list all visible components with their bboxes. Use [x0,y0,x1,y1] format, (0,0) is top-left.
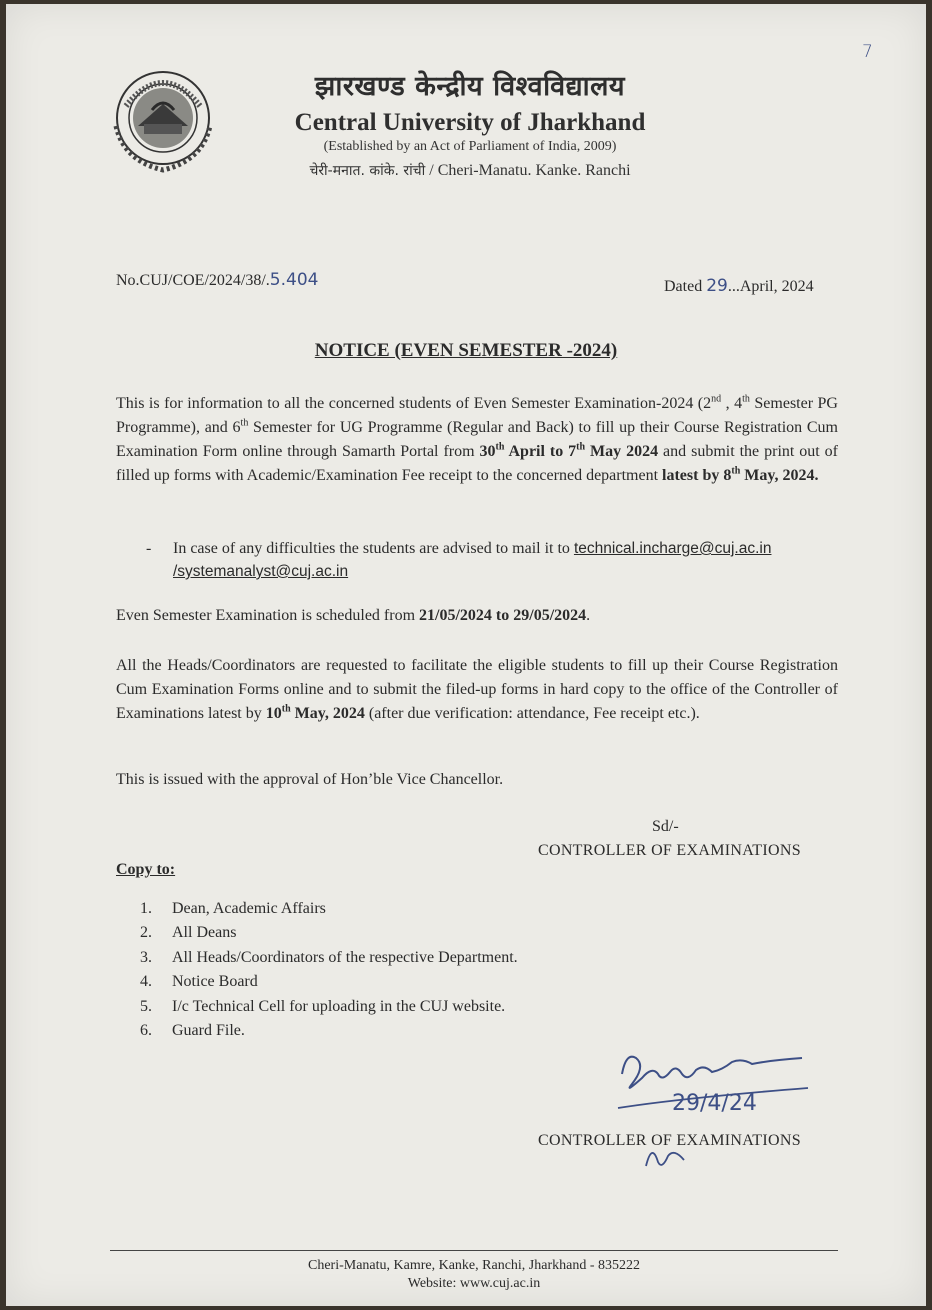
reference-number [116,270,318,290]
notice-paragraph-4: This is issued with the approval of Hon’ble Vice Chancellor. [116,771,504,788]
ref-handwritten: 5.404 [269,270,319,290]
notice-paragraph-2: Even Semester Examination is scheduled from 21/05/2024 to 29/05/2024. [116,607,591,624]
bullet-dash: - [146,540,152,557]
signed-mark: Sd/- [652,818,679,835]
page-number-mark: 7 [862,42,873,62]
letterhead [230,66,710,180]
notice-paragraph-1: This is for information to all the concerned students of Even Semester Examination-2024 (2nd , 4th Semester PG Programme), and 6th Semester for UG Programme (Regular and Back) to fill up their Course Registration Cum Examination Form online through Samarth Portal from 30th April to 7th May 2024 and submit the print out of filled up forms with Academic/Examination Fee receipt to the concerned department latest by 8th May, 2024. [116,393,839,484]
list-item: 6. Guard File. [140,1021,245,1039]
list-item: 2. All Deans [140,924,237,942]
list-item: 5. I/c Technical Cell for uploading in the CUJ website. [140,997,506,1015]
controller-title: CONTROLLER OF EXAMINATIONS [538,842,801,859]
date-prefix: Dated [664,278,707,295]
date-line [664,276,814,296]
copy-to-heading: Copy to: [116,861,176,878]
list-item: 3. All Heads/Coordinators of the respective Department. [140,948,518,966]
date-suffix: ...April, 2024 [727,278,814,295]
list-item: 1. Dean, Academic Affairs [140,900,326,917]
ref-prefix: No.CUJ/COE/2024/38/. [116,272,270,289]
address-english: / Cheri-Manatu. Kanke. Ranchi [429,162,631,179]
university-address [230,161,710,180]
university-name-hindi: झारखण्ड केन्द्रीय विश्वविद्यालय [314,71,626,102]
email-link-technical[interactable]: technical.incharge@cuj.ac.in [573,540,772,557]
list-item: 4. Notice Board [140,973,258,991]
date-handwritten: 29 [706,276,728,296]
copy-to-list [140,900,518,1046]
svg-text:29/4/24: 29/4/24 [672,1091,757,1116]
footer-divider [110,1250,838,1251]
notice-paragraph-3: All the Heads/Coordinators are requested to facilitate the eligible students to fill up their Course Registration Cum Examination Forms online and to submit the filed-up forms in hard copy to the office of the Controller of Examinations latest by 10th May, 2024 (after due verification: attendance, Fee receipt etc.). [116,657,838,722]
footer-address: Cheri-Manatu, Kamre, Kanke, Ranchi, Jharkhand - 835222 [307,1258,640,1273]
footer-website: Website: www.cuj.ac.in [407,1276,541,1291]
university-seal-icon [104,66,222,178]
controller-title-signed: CONTROLLER OF EXAMINATIONS [538,1132,801,1149]
notice-title: NOTICE (EVEN SEMESTER -2024) [314,340,618,361]
establishment-note: (Established by an Act of Parliament of India, 2009) [323,139,617,154]
handwritten-signature [612,1044,812,1124]
handwritten-initial [640,1136,690,1176]
university-name: Central University of Jharkhand [294,109,646,136]
address-hindi: चेरी-मनात. कांके. रांची [309,163,426,179]
bullet-text: In case of any difficulties the students are advised to mail it to [173,540,574,557]
email-link-systemanalyst[interactable]: /systemanalyst@cuj.ac.in [173,563,349,580]
